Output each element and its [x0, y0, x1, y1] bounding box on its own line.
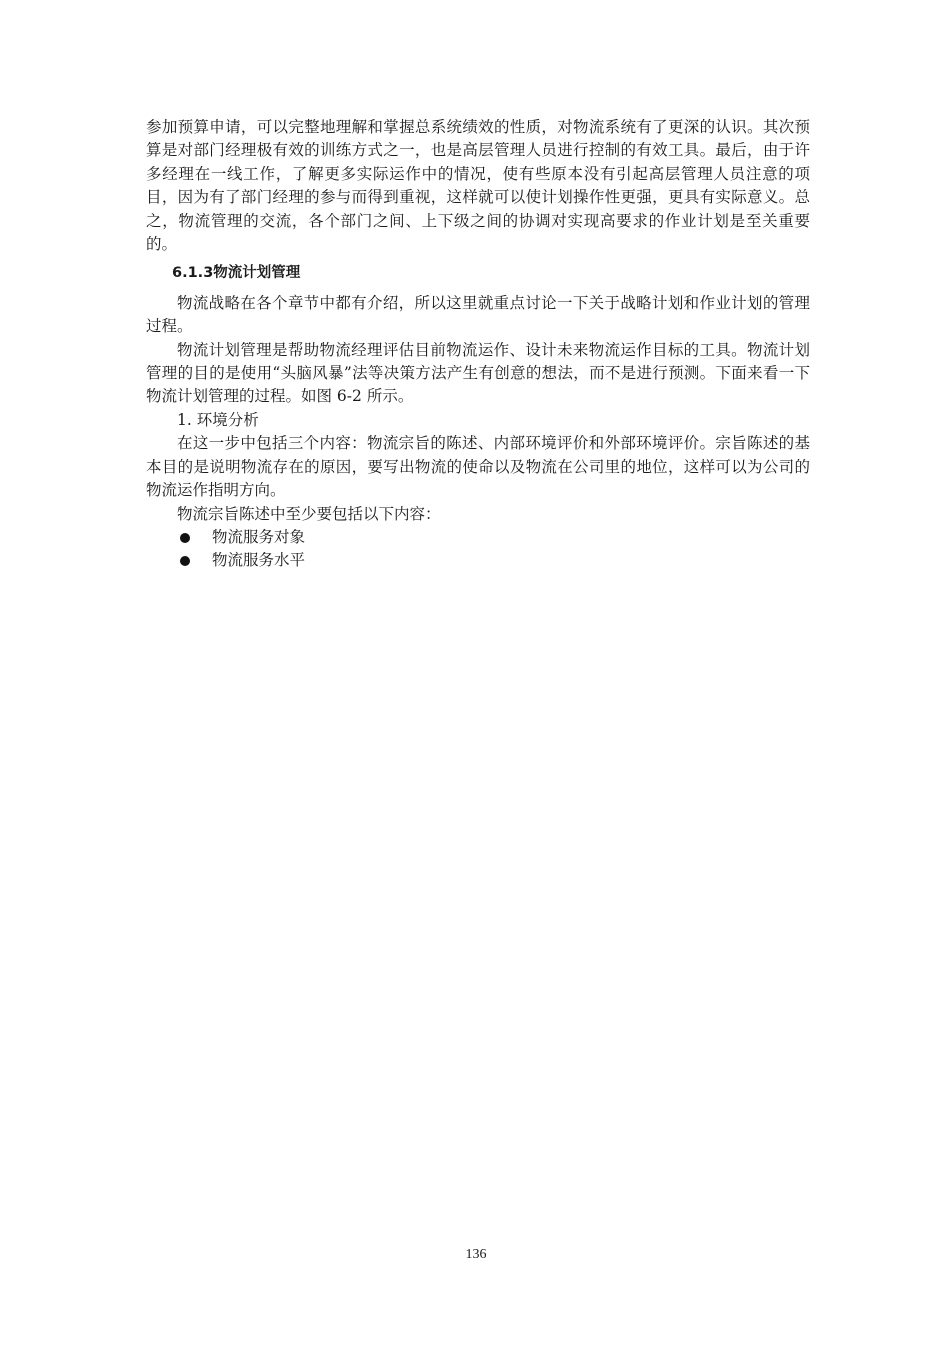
list-item-label: 物流服务对象: [212, 527, 306, 546]
list-item: [146, 549, 810, 572]
page-number: 136: [465, 1247, 487, 1262]
list-item-label: 物流服务水平: [212, 551, 306, 570]
section-heading: 6.1.3物流计划管理: [172, 265, 301, 282]
subheading-environment-analysis: 1. 环境分析: [177, 410, 259, 429]
bullet-list: [146, 526, 810, 573]
paragraph-budget-conclusion: 参加预算申请，可以完整地理解和掌握总系统绩效的性质，对物流系统有了更深的认识。其次预算是对部门经理极有效的训练方式之一，也是高层管理人员进行控制的有效工具。最后，由于许多经理在一线工作，了解更多实际运作中的情况，使有些原本没有引起高层管理人员注意的项目，因为有了部门经理的参与而得到重视，这样就可以使计划操作性更强，更具有实际意义。总之，物流管理的交流，各个部门之间、上下级之间的协调对实现高要求的作业计划是至关重要的。: [146, 118, 810, 254]
paragraph-mission-statement-intro: 物流宗旨陈述中至少要包括以下内容：: [177, 504, 441, 523]
paragraph-strategy-intro: 物流战略在各个章节中都有介绍，所以这里就重点讨论一下关于战略计划和作业计划的管理过程。: [146, 293, 810, 336]
paragraph-planning-definition: 物流计划管理是帮助物流经理评估目前物流运作、设计未来物流运作目标的工具。物流计划管理的目的是使用“头脑风暴”法等决策方法产生有创意的想法，而不是进行预测。下面来看一下物流计划管理的过程。如图 6-2 所示。: [146, 340, 810, 406]
list-item: [146, 526, 810, 549]
bullet-icon: [180, 533, 190, 543]
paragraph-environment-content: 在这一步中包括三个内容：物流宗旨的陈述、内部环境评价和外部环境评价。宗旨陈述的基本目的是说明物流存在的原因，要写出物流的使命以及物流在公司里的地位，这样可以为公司的物流运作指明方向。: [146, 434, 810, 500]
bullet-icon: [180, 556, 190, 566]
document-body: [146, 116, 810, 573]
